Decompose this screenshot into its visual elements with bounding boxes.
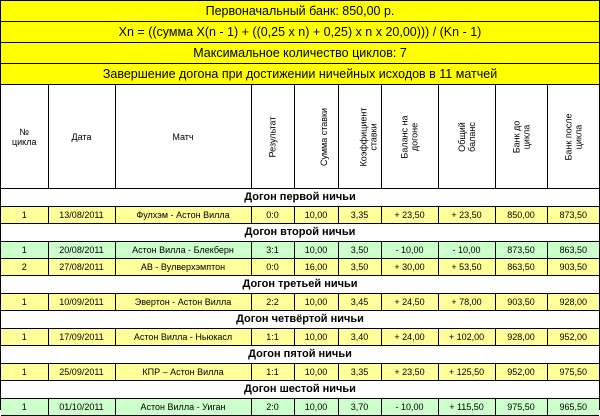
cell-date: 13/08/2011 xyxy=(48,207,115,224)
cell-balance: + 23,50 xyxy=(381,207,438,224)
cell-bank-after: 863,50 xyxy=(547,242,599,259)
cell-odds: 3,40 xyxy=(338,329,381,346)
cell-result: 0:0 xyxy=(251,259,294,276)
header-total xyxy=(438,85,495,189)
header-total-line1: Общий xyxy=(456,121,467,152)
cell-result: 2:0 xyxy=(251,399,294,416)
cell-match: Фулхэм - Астон Вилла xyxy=(115,207,251,224)
table-row xyxy=(1,242,599,259)
section-title: Догон шестой ничьи xyxy=(1,381,599,399)
cell-date: 20/08/2011 xyxy=(48,242,115,259)
cell-date: 27/08/2011 xyxy=(48,259,115,276)
cell-date: 17/09/2011 xyxy=(48,329,115,346)
header-bank-before xyxy=(495,85,547,189)
cell-balance: + 30,00 xyxy=(381,259,438,276)
cell-bank-after: 873,50 xyxy=(547,207,599,224)
cell-match: Астон Вилла - Блекберн xyxy=(115,242,251,259)
cell-match: Астон Вилла - Ньюкасл xyxy=(115,329,251,346)
section-title: Догон второй ничьи xyxy=(1,224,599,242)
table-body xyxy=(1,189,599,416)
cell-balance: + 24,00 xyxy=(381,329,438,346)
cell-match: АВ - Вулверхэмптон xyxy=(115,259,251,276)
cell-date: 10/09/2011 xyxy=(48,294,115,311)
cell-bank-before: 863,50 xyxy=(495,259,547,276)
cell-stake: 10,00 xyxy=(294,242,338,259)
cell-cycle: 1 xyxy=(1,242,48,259)
cell-cycle: 1 xyxy=(1,399,48,416)
cell-bank-after: 975,50 xyxy=(547,364,599,381)
cell-total: + 115,50 xyxy=(438,399,495,416)
cell-bank-after: 952,00 xyxy=(547,329,599,346)
header-cycle-no-line2: цикла xyxy=(12,136,37,147)
cell-result: 3:1 xyxy=(251,242,294,259)
section-title: Догон первой ничьи xyxy=(1,189,599,207)
cell-cycle: 2 xyxy=(1,259,48,276)
cell-bank-before: 928,00 xyxy=(495,329,547,346)
betting-table xyxy=(1,85,599,416)
cell-stake: 10,00 xyxy=(294,207,338,224)
section-title: Догон пятой ничьи xyxy=(1,346,599,364)
cell-bank-before: 952,00 xyxy=(495,364,547,381)
cell-cycle: 1 xyxy=(1,364,48,381)
cell-cycle: 1 xyxy=(1,329,48,346)
header-bank-after-line2: цикла xyxy=(573,124,584,149)
table-row xyxy=(1,329,599,346)
cell-result: 0:0 xyxy=(251,207,294,224)
cell-total: + 53,50 xyxy=(438,259,495,276)
cell-balance: + 24,50 xyxy=(381,294,438,311)
cell-balance: - 10,00 xyxy=(381,399,438,416)
cell-total: + 102,00 xyxy=(438,329,495,346)
table-row xyxy=(1,364,599,381)
header-date: Дата xyxy=(48,85,115,189)
table-row xyxy=(1,294,599,311)
initial-bank-banner: Первоначальный банк: 850,00 р. xyxy=(1,1,599,22)
table-row xyxy=(1,259,599,276)
cell-total: + 23,50 xyxy=(438,207,495,224)
header-balance xyxy=(381,85,438,189)
cell-stake: 10,00 xyxy=(294,364,338,381)
cell-result: 2:2 xyxy=(251,294,294,311)
header-odds-line2: ставки xyxy=(367,122,378,151)
cell-odds: 3,70 xyxy=(338,399,381,416)
cell-odds: 3,35 xyxy=(338,207,381,224)
section-title: Догон третьей ничьи xyxy=(1,276,599,294)
cell-date: 01/10/2011 xyxy=(48,399,115,416)
section-row xyxy=(1,311,599,329)
section-row xyxy=(1,346,599,364)
cell-odds: 3,50 xyxy=(338,259,381,276)
header-balance-line1: Баланс на xyxy=(399,114,410,159)
header-stake-label: Сумма ставки xyxy=(318,107,329,166)
cell-balance: - 10,00 xyxy=(381,242,438,259)
cell-match: КПР – Астон Вилла xyxy=(115,364,251,381)
cell-bank-before: 975,50 xyxy=(495,399,547,416)
cell-total: + 78,00 xyxy=(438,294,495,311)
cell-bank-before: 850,00 xyxy=(495,207,547,224)
cell-cycle: 1 xyxy=(1,294,48,311)
cell-match: Эвертон - Астон Вилла xyxy=(115,294,251,311)
header-bank-before-line1: Банк до xyxy=(510,120,521,153)
header-balance-line2: догоне xyxy=(409,122,420,151)
cell-date: 25/09/2011 xyxy=(48,364,115,381)
cell-match: Астон Вилла - Уиган xyxy=(115,399,251,416)
section-title: Догон четвёртой ничьи xyxy=(1,311,599,329)
table-row xyxy=(1,207,599,224)
table-row xyxy=(1,399,599,416)
header-cycle-no xyxy=(1,85,48,189)
header-row xyxy=(1,85,599,189)
cell-result: 1:1 xyxy=(251,364,294,381)
cell-odds: 3,35 xyxy=(338,364,381,381)
max-cycles-banner: Максимальное количество циклов: 7 xyxy=(1,43,599,64)
formula-banner: Xn = ((сумма X(n - 1) + ((0,25 x n) + 0,25) x n x 20,00))) / (Kn - 1) xyxy=(1,22,599,43)
cell-cycle: 1 xyxy=(1,207,48,224)
header-odds xyxy=(338,85,381,189)
header-result xyxy=(251,85,294,189)
header-total-line2: баланс xyxy=(466,121,477,152)
header-bank-after xyxy=(547,85,599,189)
section-row xyxy=(1,189,599,207)
cell-stake: 10,00 xyxy=(294,294,338,311)
header-stake xyxy=(294,85,338,189)
header-bank-before-line2: цикла xyxy=(520,124,531,149)
cell-bank-after: 928,00 xyxy=(547,294,599,311)
header-result-label: Результат xyxy=(267,116,278,157)
cell-stake: 16,00 xyxy=(294,259,338,276)
cell-total: + 125,50 xyxy=(438,364,495,381)
cell-total: - 10,00 xyxy=(438,242,495,259)
section-row xyxy=(1,276,599,294)
header-cycle-no-line1: № xyxy=(19,126,30,137)
section-row xyxy=(1,381,599,399)
cell-stake: 10,00 xyxy=(294,399,338,416)
cell-bank-after: 965,50 xyxy=(547,399,599,416)
header-bank-after-line1: Банк после xyxy=(563,113,574,160)
cell-bank-before: 873,50 xyxy=(495,242,547,259)
cell-balance: + 23,50 xyxy=(381,364,438,381)
cell-odds: 3,45 xyxy=(338,294,381,311)
cell-result: 1:1 xyxy=(251,329,294,346)
cell-bank-after: 903,50 xyxy=(547,259,599,276)
cell-odds: 3,50 xyxy=(338,242,381,259)
section-row xyxy=(1,224,599,242)
header-odds-line1: Коэффициент xyxy=(357,107,368,166)
completion-banner: Завершение догона при достижении ничейных исходов в 11 матчей xyxy=(1,64,599,85)
cell-stake: 10,00 xyxy=(294,329,338,346)
cell-bank-before: 903,50 xyxy=(495,294,547,311)
header-match: Матч xyxy=(115,85,251,189)
